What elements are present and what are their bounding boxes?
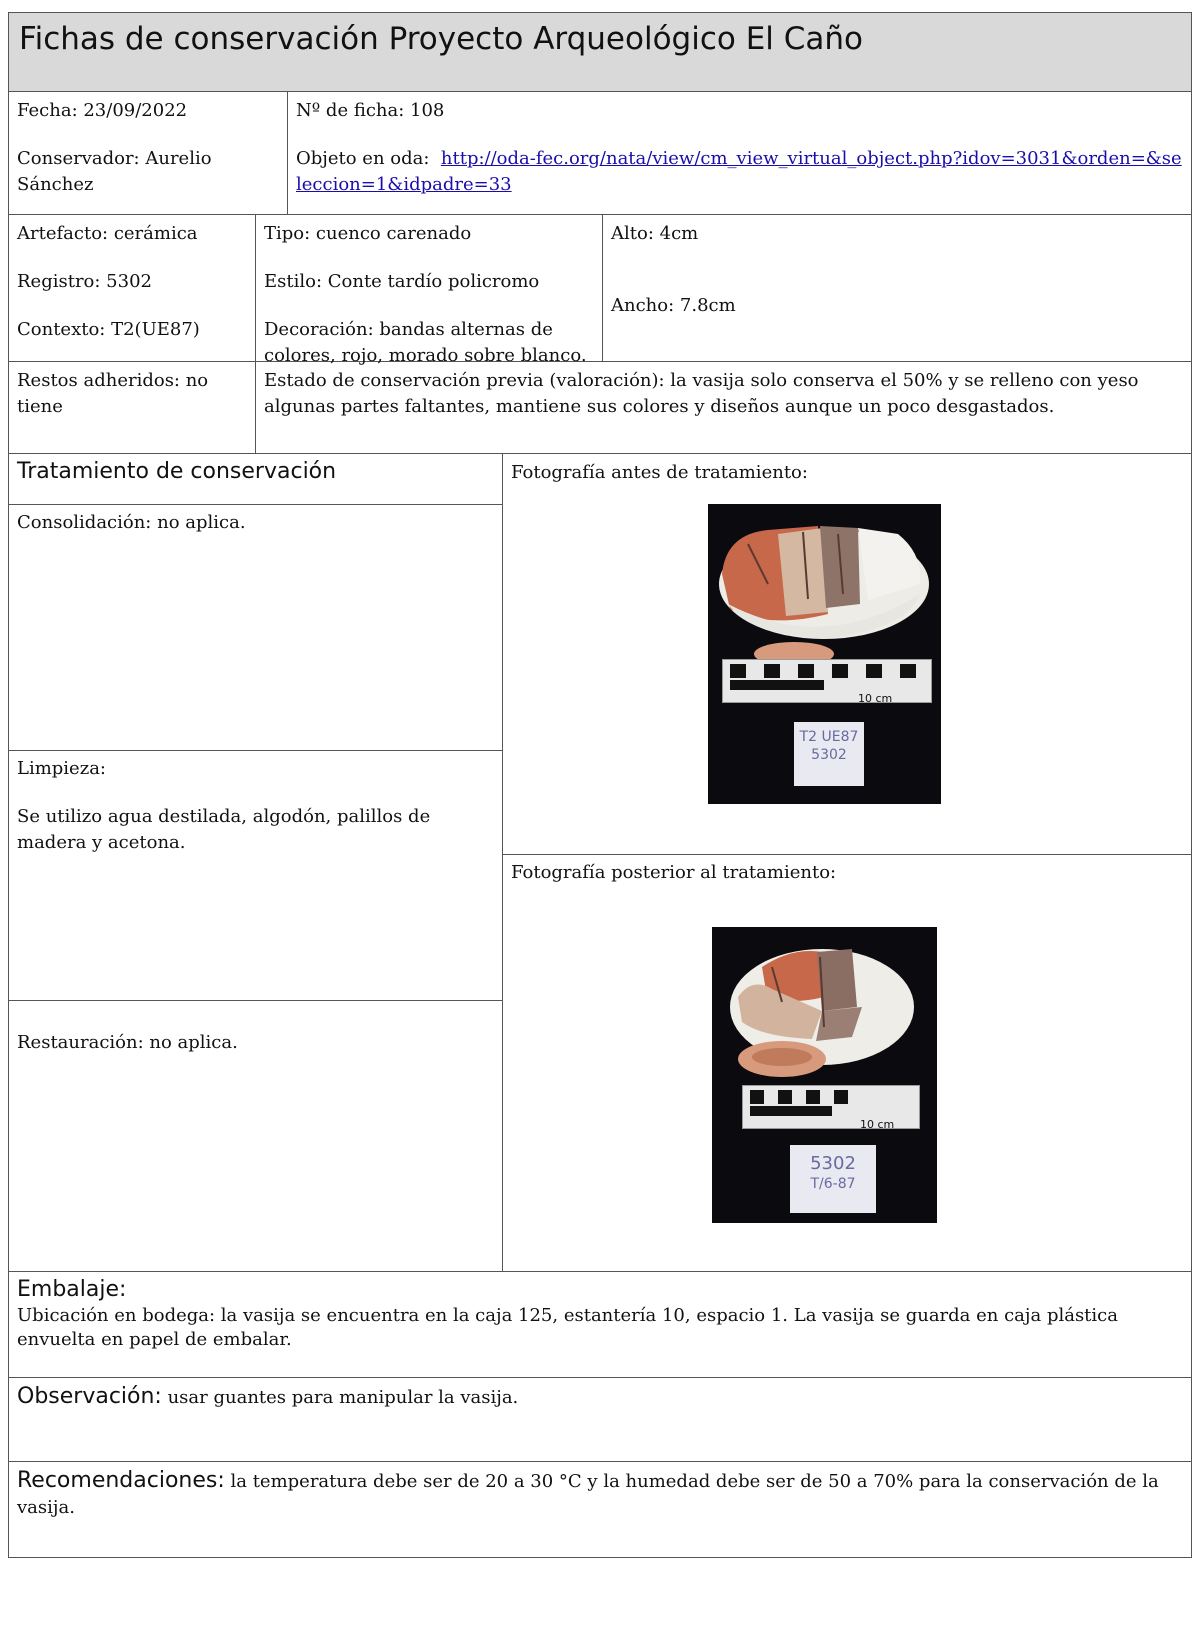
photo-after (712, 927, 937, 1223)
embalaje-text: Ubicación en bodega: la vasija se encuentra en la caja 125, estantería 10, espacio 1. La vasija se guarda en caja plástica envuelta en papel de embalar. (17, 1305, 1118, 1350)
ruler-square (778, 1090, 792, 1104)
artifact-col-2 (255, 215, 602, 366)
artifact-col-1 (9, 215, 255, 361)
scale-label-after: 10 cm (860, 1118, 895, 1131)
recomendaciones-heading: Recomendaciones: (17, 1468, 225, 1493)
photos-column (502, 454, 1191, 1271)
ruler-bar-segment (730, 680, 824, 690)
photo-before-label: Fotografía antes de tratamiento: (511, 462, 808, 483)
photo-before (708, 504, 941, 804)
objeto-label: Objeto en oda: (296, 148, 430, 169)
tag-after-line-2: T/6-87 (810, 1176, 856, 1192)
recomendaciones-text: la temperatura debe ser de 20 a 30 °C y la humedad debe ser de 50 a 70% para la conservación de la vasija. (17, 1471, 1159, 1518)
restos-cell (9, 362, 255, 453)
ruler-square (806, 1090, 820, 1104)
objeto-line (296, 146, 1183, 198)
estado-cell (255, 362, 1191, 453)
alto-text: Alto: 4cm (611, 223, 699, 244)
embalaje-cell (9, 1272, 1191, 1377)
specimen-tag-before (794, 722, 864, 786)
title-bar (8, 12, 1192, 92)
estado-text: Estado de conservación previa (valoración): la vasija solo conserva el 50% y se relleno con yeso algunas partes faltantes, mantiene sus colores y diseños aunque un poco desgastados. (264, 370, 1139, 417)
ruler-square (798, 664, 814, 678)
ruler-square (750, 1090, 764, 1104)
objeto-link[interactable]: http://oda-fec.org/nata/view/cm_view_virtual_object.php?idov=3031&orden=&seleccion=1&idpadre=33 (296, 148, 1182, 195)
treatment-heading: Tratamiento de conservación (17, 459, 337, 484)
tipo-text: Tipo: cuenco carenado (264, 223, 472, 244)
restauracion-text: Restauración: no aplica. (17, 1032, 238, 1053)
ruler-square (730, 664, 746, 678)
estilo-text: Estilo: Conte tardío policromo (264, 271, 540, 292)
ruler-square (764, 664, 780, 678)
conservador-text: Conservador: Aurelio Sánchez (17, 148, 212, 195)
observacion-cell (9, 1378, 1191, 1461)
conservation-sheet (8, 12, 1192, 1558)
tag-after-line-1: 5302 (810, 1153, 856, 1174)
limpieza-label: Limpieza: (17, 758, 106, 779)
artifact-row (8, 215, 1192, 366)
scale-label-before: 10 cm (858, 692, 893, 705)
ruler-square (900, 664, 916, 678)
registro-text: Registro: 5302 (17, 271, 152, 292)
embalaje-heading: Embalaje: (17, 1277, 127, 1302)
consolidacion-text: Consolidación: no aplica. (17, 512, 246, 533)
treatment-heading-cell (9, 454, 502, 504)
observacion-text: usar guantes para manipular la vasija. (161, 1387, 519, 1408)
decoracion-text: Decoración: bandas alternas de colores, rojo, morado sobre blanco. (264, 319, 587, 366)
ruler-square (834, 1090, 848, 1104)
header-left-cell (9, 92, 287, 214)
contexto-text: Contexto: T2(UE87) (17, 319, 200, 340)
artifact-col-3 (602, 215, 1191, 361)
embalaje-row (8, 1272, 1192, 1378)
ficha-number: Nº de ficha: 108 (296, 100, 445, 121)
treatment-block (8, 454, 1192, 1272)
restauracion-cell (9, 1000, 502, 1271)
ruler-square (866, 664, 882, 678)
limpieza-text: Se utilizo agua destilada, algodón, palillos de madera y acetona. (17, 806, 431, 853)
limpieza-cell (9, 750, 502, 1000)
consolidacion-cell (9, 504, 502, 750)
ancho-text: Ancho: 7.8cm (611, 295, 736, 316)
page-title: Fichas de conservación Proyecto Arqueológico El Caño (19, 21, 864, 57)
observacion-heading: Observación: (17, 1384, 162, 1409)
ruler-square (832, 664, 848, 678)
header-row (8, 92, 1192, 215)
tag-before-line-1: T2 UE87 (799, 729, 859, 745)
specimen-tag-after (790, 1145, 876, 1213)
photo-after-label: Fotografía posterior al tratamiento: (511, 862, 837, 883)
ruler-bar-segment (750, 1106, 832, 1116)
restos-text: Restos adheridos: no tiene (17, 370, 209, 417)
recomendaciones-cell (9, 1462, 1191, 1557)
treatment-column (9, 454, 502, 1271)
fecha-text: Fecha: 23/09/2022 (17, 100, 188, 121)
tag-before-line-2: 5302 (811, 747, 847, 763)
header-right-cell (287, 92, 1191, 214)
condition-row (8, 362, 1192, 454)
photo-after-cell (503, 854, 1191, 1271)
photo-before-cell (503, 454, 1191, 854)
observacion-row (8, 1378, 1192, 1462)
recomendaciones-row (8, 1462, 1192, 1558)
artefacto-text: Artefacto: cerámica (17, 223, 198, 244)
